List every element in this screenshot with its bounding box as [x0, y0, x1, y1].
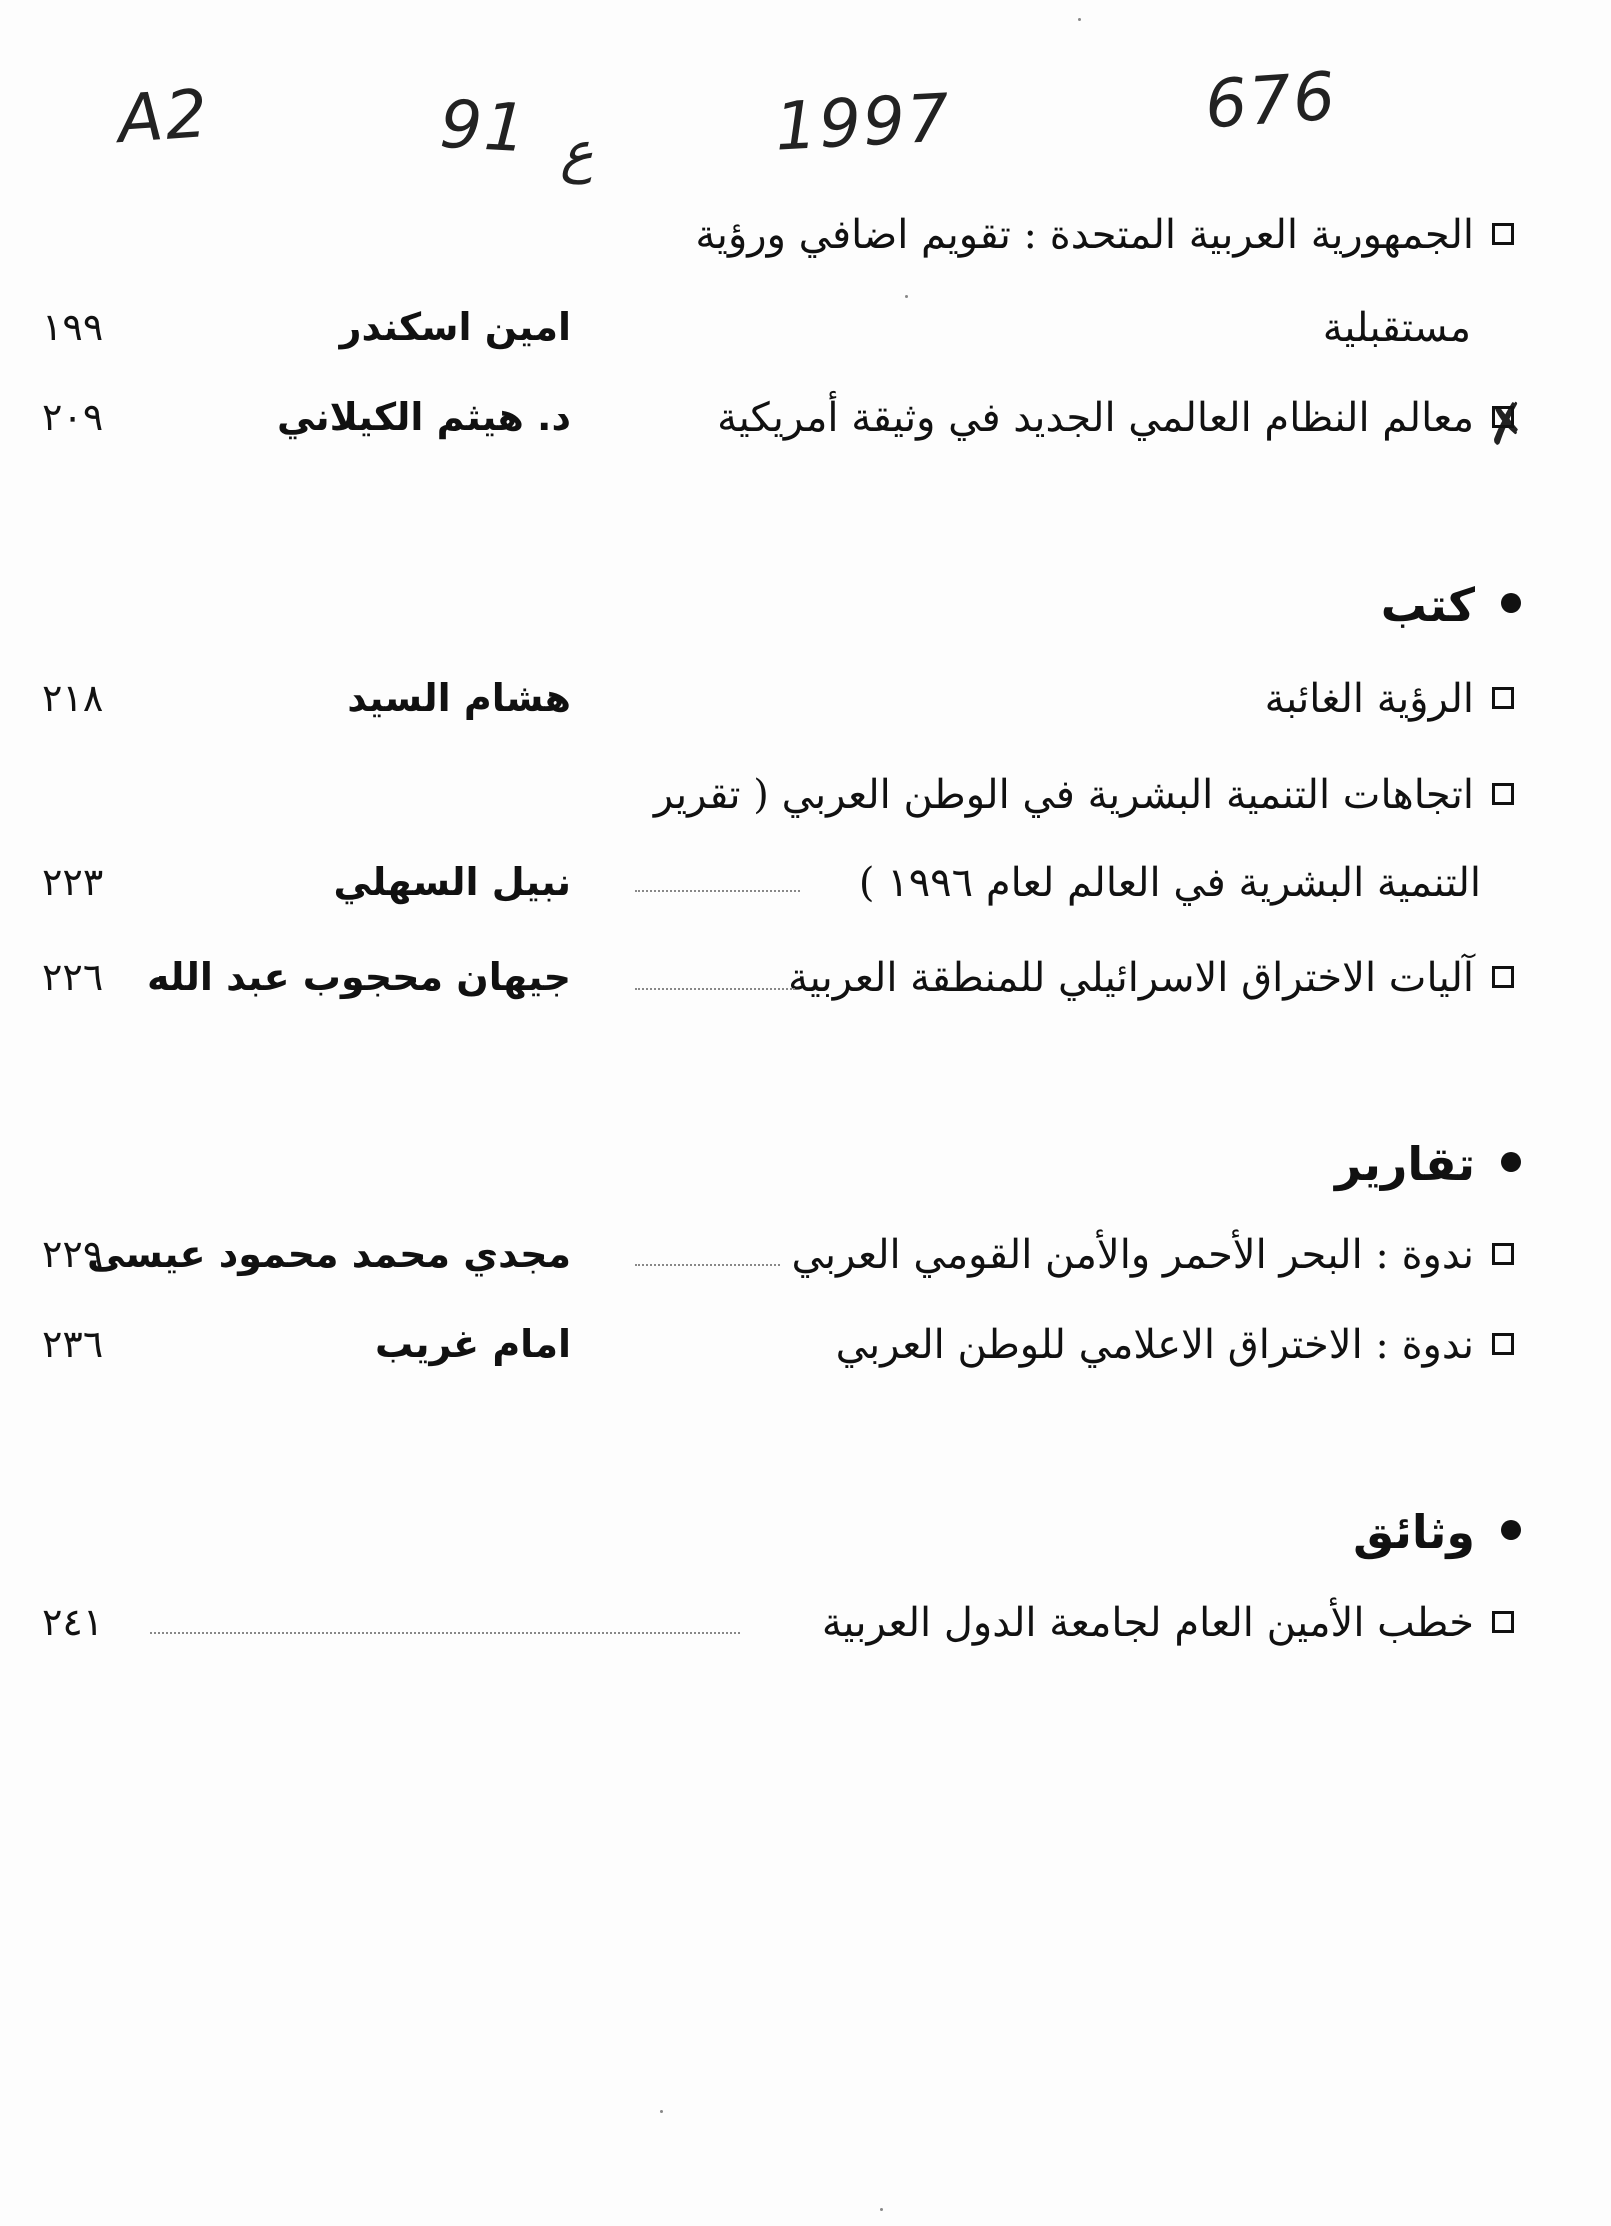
toc-entry-title: ندوة : البحر الأحمر والأمن القومي العربي [792, 1232, 1515, 1278]
section-heading-documents: وثائق [1353, 1505, 1521, 1559]
checkbox-icon [1492, 1243, 1514, 1265]
toc-entry-author: نبيل السهلي [333, 860, 571, 904]
checkbox-icon [1492, 966, 1514, 988]
toc-entry-page: ٢٢٩ [42, 1232, 104, 1276]
leader-dots [150, 1632, 740, 1634]
toc-entry-author: مجدي محمد محمود عيسى [86, 1232, 571, 1276]
handwritten-mark: ✗ [1479, 391, 1535, 459]
scan-speck [880, 2208, 883, 2211]
toc-entry-title: ندوة : الاختراق الاعلامي للوطن العربي [836, 1322, 1514, 1368]
checkbox-icon [1492, 687, 1514, 709]
checkbox-icon [1492, 1611, 1514, 1633]
toc-entry-page: ١٩٩ [42, 305, 104, 349]
toc-entry-page: ٢٣٦ [42, 1322, 104, 1366]
checkbox-icon [1492, 1333, 1514, 1355]
bullet-icon [1501, 593, 1521, 613]
checkbox-icon [1492, 783, 1514, 805]
toc-entry-page: ٢٢٣ [42, 860, 104, 904]
leader-dots [635, 890, 800, 892]
toc-entry-page: ٢٤١ [42, 1600, 104, 1644]
scan-speck [1078, 18, 1081, 21]
toc-entry-title: الجمهورية العربية المتحدة : تقويم اضافي ورؤية [695, 212, 1514, 258]
handwritten-code: A2 [115, 74, 212, 159]
toc-entry-page: ٢١٨ [42, 676, 104, 720]
handwritten-issue-letter: ع [560, 120, 594, 185]
toc-entry-author: امين اسكندر [339, 305, 571, 349]
toc-entry-title: خطب الأمين العام لجامعة الدول العربية [822, 1600, 1514, 1646]
checkbox-icon [1492, 406, 1514, 428]
toc-entry-author: جيهان محجوب عبد الله [147, 955, 571, 999]
handwritten-year: 1997 [773, 79, 953, 166]
toc-entry-author: هشام السيد [347, 676, 571, 720]
toc-entry-title: معالم النظام العالمي الجديد في وثيقة أمريكية [717, 395, 1514, 441]
scan-speck [660, 2110, 663, 2113]
toc-entry-author: امام غريب [375, 1322, 571, 1366]
leader-dots [635, 1264, 780, 1266]
toc-entry-title-continued: التنمية البشرية في العالم لعام ١٩٩٦ ) [858, 860, 1481, 906]
handwritten-issue-number: 91 [438, 85, 530, 168]
section-heading-books: كتب [1381, 578, 1521, 632]
scan-speck [905, 295, 908, 298]
checkbox-icon [1492, 223, 1514, 245]
toc-entry-title-continued: مستقبلية [1322, 305, 1471, 351]
section-heading-reports: تقارير [1335, 1137, 1521, 1191]
toc-entry-page: ٢٠٩ [42, 395, 104, 439]
toc-entry-title: اتجاهات التنمية البشرية في الوطن العربي ( تقرير [654, 772, 1514, 818]
toc-entry-title: الرؤية الغائبة [1265, 676, 1514, 722]
toc-entry-title: آليات الاختراق الاسرائيلي للمنطقة العربية [788, 955, 1514, 1001]
leader-dots [635, 988, 795, 990]
bullet-icon [1501, 1520, 1521, 1540]
toc-entry-author: د. هيثم الكيلاني [276, 395, 571, 439]
handwritten-reference: 676 [1202, 57, 1340, 144]
bullet-icon [1501, 1152, 1521, 1172]
toc-entry-page: ٢٢٦ [42, 955, 104, 999]
